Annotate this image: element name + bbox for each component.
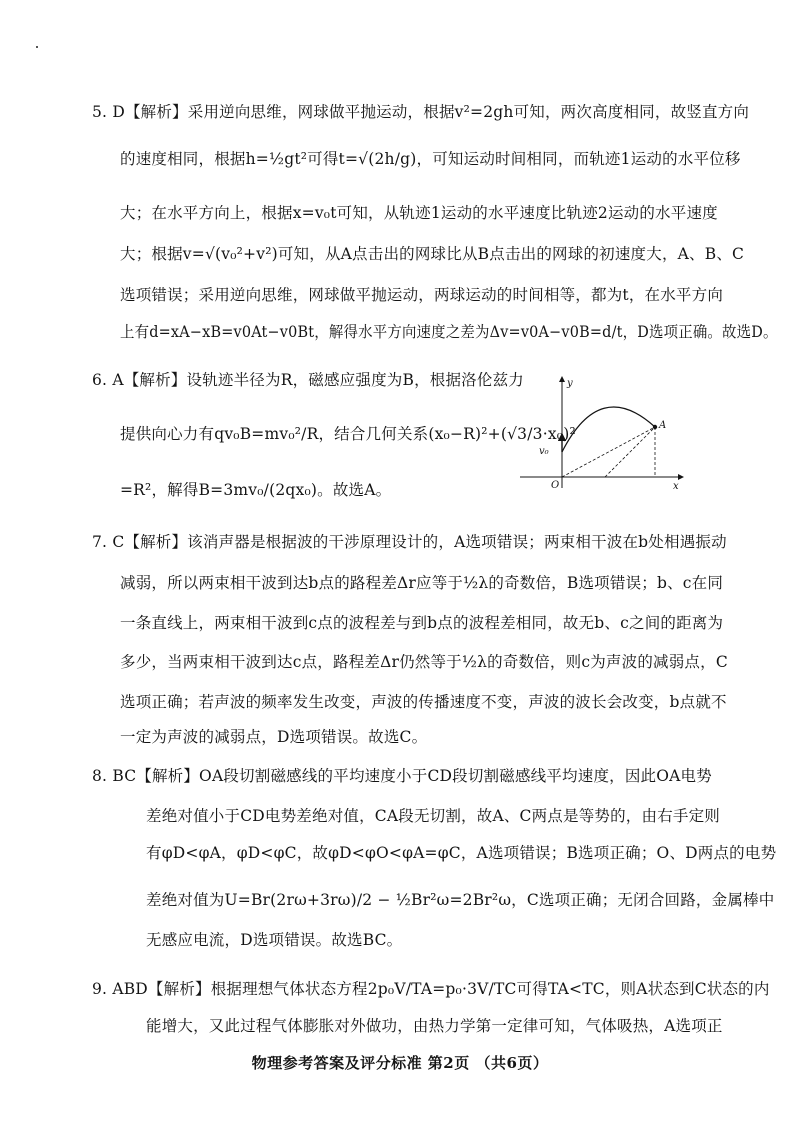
- q8-line-1: 8. BC【解析】OA段切割磁感线的平均速度小于CD段切割磁感线平均速度，因此OA电势: [92, 767, 712, 785]
- q8-line-5: 无感应电流，D选项错误。故选BC。: [146, 931, 403, 949]
- page-footer: 物理参考答案及评分标准 第2页 （共6页）: [251, 1054, 549, 1072]
- q7-line-2: 减弱，所以两束相干波到达b点的路程差Δr应等于½λ的奇数倍，B选项错误；b、c在同: [120, 574, 724, 592]
- point-a-dot: [653, 425, 657, 429]
- q6-line-1: 6. A【解析】设轨迹半径为R，磁感应强度为B，根据洛伦兹力: [92, 371, 524, 389]
- radius-dashed: [605, 427, 655, 477]
- q8-line-3: 有φD<φA，φD<φC，故φD<φO<φA=φC，A选项错误；B选项正确；O、D两点的电势: [146, 844, 777, 862]
- q7-line-5: 选项正确；若声波的频率发生改变，声波的传播速度不变，声波的波长会改变，b点就不: [120, 693, 727, 711]
- q5-line-6: 上有d=xA−xB=v0At−v0Bt，解得水平方向速度之差为Δv=v0A−v0B=d/t，D选项正确。故选D。: [120, 323, 778, 341]
- y-axis-label: y: [567, 378, 573, 389]
- q8-line-2: 差绝对值小于CD电势差绝对值，CA段无切割，故A、C两点是等势的，由右手定则: [146, 807, 720, 825]
- q8-line-4: 差绝对值为U=Br(2rω+3rω)/2 − ½Br²ω=2Br²ω，C选项正确；无闭合回路，金属棒中: [146, 891, 775, 909]
- trajectory-arc: [562, 407, 655, 452]
- q7-line-1: 7. C【解析】该消声器是根据波的干涉原理设计的，A选项错误；两束相干波在b处相遇振动: [92, 533, 727, 551]
- q7-line-6: 一定为声波的减弱点，D选项错误。故选C。: [120, 728, 428, 746]
- q9-line-1: 9. ABD【解析】根据理想气体状态方程2p₀V/TA=p₀·3V/TC可得TA<TC，则A状态到C状态的内: [92, 980, 770, 998]
- velocity-label: v₀: [539, 446, 549, 457]
- trajectory-diagram: [515, 372, 690, 492]
- q6-line-2: 提供向心力有qv₀B=mv₀²/R，结合几何关系(x₀−R)²+(√3/3·x₀)²: [120, 425, 576, 443]
- q9-line-2: 能增大，又此过程气体膨胀对外做功，由热力学第一定律可知，气体吸热，A选项正: [146, 1017, 723, 1035]
- x-axis-label: x: [673, 481, 679, 492]
- q5-line-1: 5. D【解析】采用逆向思维，网球做平抛运动，根据v²=2gh可知，两次高度相同，故竖直方向: [92, 103, 750, 121]
- chord-dashed: [562, 427, 655, 477]
- q6-line-3: =R²，解得B=3mv₀/(2qx₀)。故选A。: [120, 481, 392, 499]
- q5-line-4: 大；根据v=√(v₀²+v²)可知，从A点击出的网球比从B点击出的网球的初速度大，A、B、C: [120, 245, 745, 263]
- scan-speck: [36, 46, 38, 48]
- q5-line-5: 选项错误；采用逆向思维，网球做平抛运动，两球运动的时间相等，都为t，在水平方向: [120, 286, 724, 304]
- q5-line-3: 大；在水平方向上，根据x=v₀t可知，从轨迹1运动的水平速度比轨迹2运动的水平速度: [120, 204, 718, 222]
- point-a-label: A: [659, 420, 667, 431]
- q7-line-4: 多少，当两束相干波到达c点，路程差Δr仍然等于½λ的奇数倍，则c为声波的减弱点，C: [120, 653, 728, 671]
- q7-line-3: 一条直线上，两束相干波到c点的波程差与到b点的波程差相同，故无b、c之间的距离为: [120, 614, 724, 632]
- q5-line-2: 的速度相同，根据h=½gt²可得t=√(2h/g)，可知运动时间相同，而轨迹1运动的水平位移: [120, 150, 741, 168]
- origin-label: O: [551, 480, 560, 491]
